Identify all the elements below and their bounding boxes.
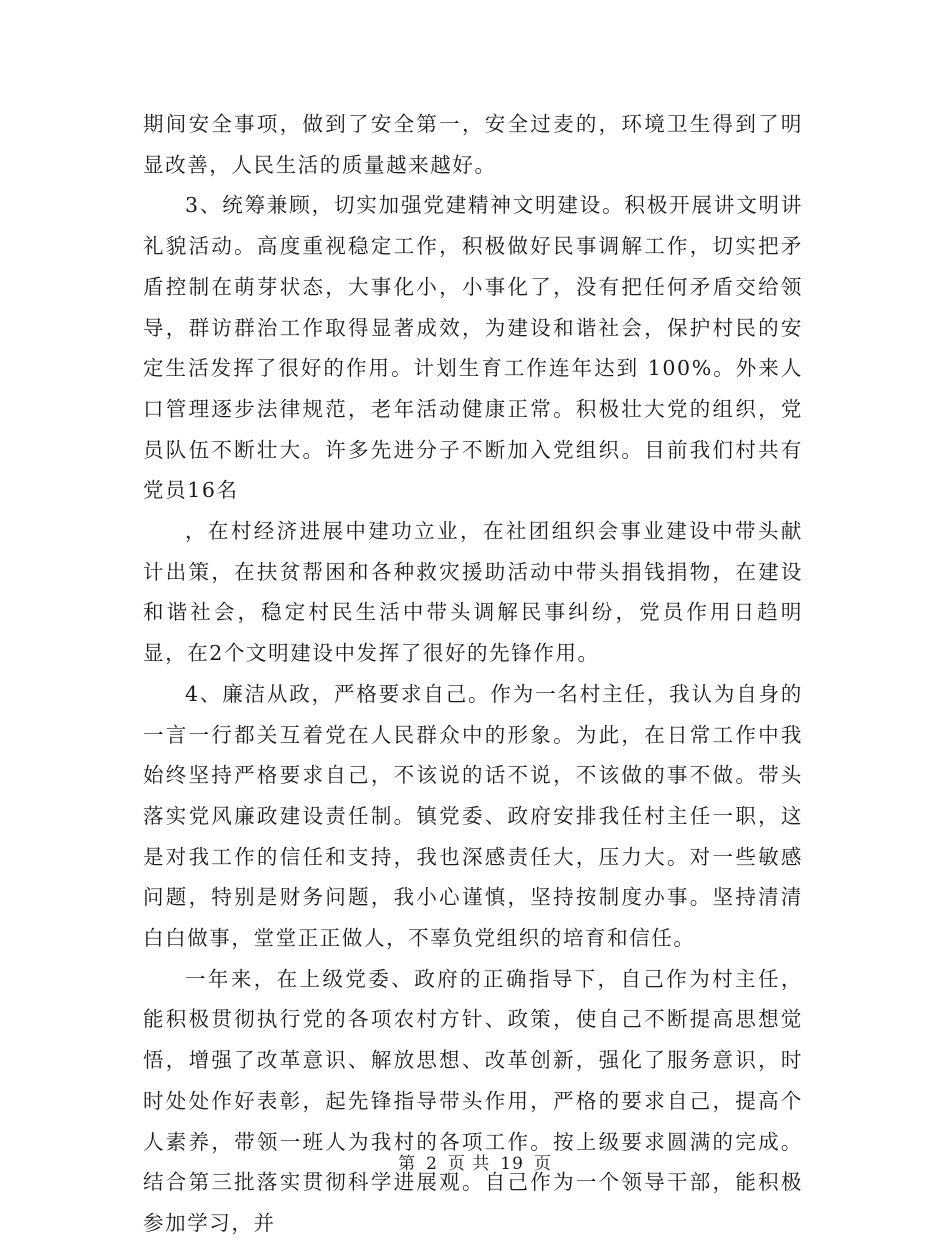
paragraph-5: 一年来，在上级党委、政府的正确指导下，自己作为村主任，能积极贯彻执行党的各项农村方针、政策，使自己不断提高思想觉悟，增强了改革意识、解放思想、改革创新，强化了服务意识，时时处处作好表彰，起先锋指导带头作用，严格的要求自己，提高个人素养，带领一班人为我村的各项工作。按上级要求圆满的完成。结合第三批落实贯彻科学进展观。自己作为一个领导干部，能积极参加学习，并 bbox=[143, 966, 803, 1235]
footer-page-number: 2 bbox=[426, 1154, 438, 1174]
paragraph-4: 4、廉洁从政，严格要求自己。作为一名村主任，我认为自身的一言一行都关互着党在人民群众中的形象。为此，在日常工作中我始终坚持严格要求自己，不该说的话不说，不该做的事不做。带头落实党风廉政建设责任制。镇党委、政府安排我任村主任一职，这是对我工作的信任和支持，我也深感责任大，压力大。对一些敏感问题，特别是财务问题，我小心谨慎，坚持按制度办事。坚持清清白白做事，堂堂正正做人，不辜负党组织的培育和信任。 bbox=[143, 681, 803, 951]
footer-total-pages: 19 bbox=[500, 1154, 524, 1174]
document-body bbox=[143, 104, 803, 1244]
paragraph-3: ，在村经济进展中建功立业，在社团组织会事业建设中带头献计出策，在扶贫帮困和各种救灾援助活动中带头捐钱捐物，在建设和谐社会，稳定村民生活中带头调解民事纠纷，党员作用日趋明显，在2个文明建设中发挥了很好的先锋作用。 bbox=[143, 519, 803, 666]
footer-suffix: 页 bbox=[533, 1154, 552, 1174]
footer-prefix: 第 bbox=[398, 1154, 417, 1174]
paragraph-1: 期间安全事项，做到了安全第一，安全过麦的，环境卫生得到了明显改善，人民生活的质量越来越好。 bbox=[143, 112, 803, 177]
footer-middle: 页 共 bbox=[447, 1154, 491, 1174]
paragraph-2: 3、统筹兼顾，切实加强党建精神文明建设。积极开展讲文明讲礼貌活动。高度重视稳定工作，积极做好民事调解工作，切实把矛盾控制在萌芽状态，大事化小，小事化了，没有把任何矛盾交给领导，群访群治工作取得显著成效，为建设和谐社会，保护村民的安定生活发挥了很好的作用。计划生育工作连年达到 100%。外来人口管理逐步法律规范，老年活动健康正常。积极壮大党的组织，党员队伍不断壮大。许多先进分子不断加入党组织。目前我们村共有党员16名 bbox=[143, 193, 803, 503]
page-footer bbox=[0, 1152, 950, 1176]
